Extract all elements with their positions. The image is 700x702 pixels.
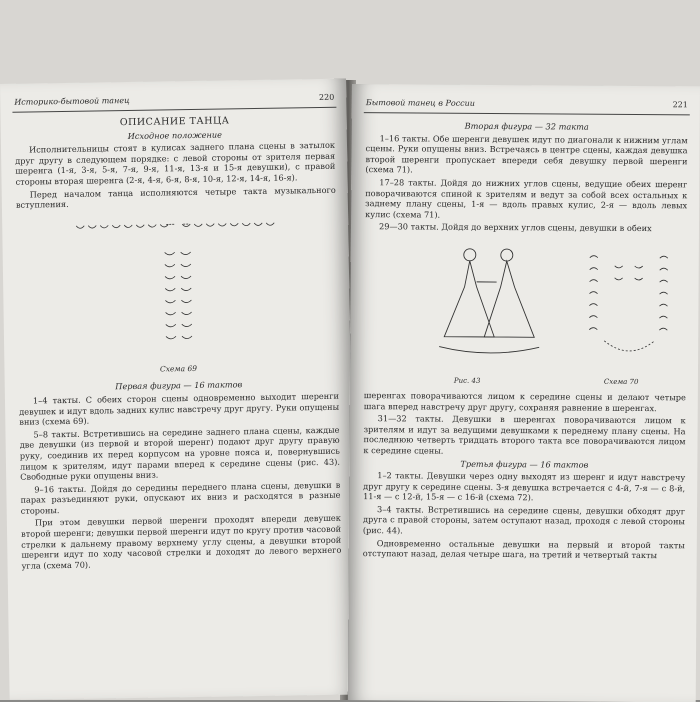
paragraph: 1–16 такты. Обе шеренги девушек идут по диагонали к нижним углам сцены. Руки опущены вниз. Встречаясь в центре сцены, каждая девушка второй шеренги пропускает впереди себя девушку первой шеренги (схема 71). (365, 132, 688, 175)
right-running-head (364, 98, 690, 115)
scheme-69-diagram (16, 209, 338, 364)
right-page (348, 84, 700, 702)
page-number: 220 (318, 92, 335, 102)
paragraph: 31—32 такты. Девушки в шеренгах поворачиваются лицом к зрителям и идут за ведущими девушками к переднему плану сцены. На последнюю четверть тридцать второго такта все поворачиваются лицом к середине сцены. (363, 413, 686, 456)
left-running-head (12, 93, 336, 113)
paragraph: 3–4 такты. Встретившись на середине сцены, девушки обходят друг друга с правой стороны, затем оступают назад, проходя с левой стороны (рис. 44). (362, 504, 686, 536)
paragraph: шеренгах поворачиваются лицом к середине сцены и делают четыре шага вперед навстречу друг другу, сохраняя равнение в шеренгах. (363, 390, 686, 413)
figure-title: Первая фигура — 16 тактов (115, 379, 243, 392)
running-title: Историко-бытовой танец (14, 95, 130, 107)
paragraph: 17–28 такты. Дойдя до нижних углов сцены, ведущие обеих шеренг поворачиваются спиной к зрителям и ведут за собой всех остальных к заднему плану сцены, 1-я — вдоль правых кулис, 2-я — вдоль левых кулис (схема 71). (365, 177, 688, 220)
scheme-caption: Схема 69 (159, 363, 198, 374)
section-heading: ОПИСАНИЕ ТАНЦА (119, 115, 230, 129)
scheme-70-diagram (584, 246, 675, 367)
paragraph: 29—30 такты. Дойдя до верхних углов сцены, девушки в обеих (378, 221, 652, 234)
paragraph: 1–2 такты. Девушки через одну выходят из шеренг и идут навстречу друг другу к середине сцены. 3-я девушка встречается с 4-й, 7-я — с 8-й, 11-я — с 12-й, 15-я — с 16-й (схема 72). (363, 470, 686, 503)
figure-caption: Рис. 43 (453, 377, 481, 386)
paragraph: При этом девушки первой шеренги проходят впереди девушек второй шеренги; девушки первой шеренги идут по кругу против часовой стрелки к дальнему правому верхнему углу сцены, а девушки второй шеренги идут по ходу часовой стрелки и доходят до левого верхнего угла (схема 70). (20, 513, 342, 571)
paragraph: 1–4 такты. С обеих сторон сцены одновременно выходит шеренги девушек и идут вдоль задних кулис навстречу друг другу. Руки опущены вниз (схема 69). (19, 390, 340, 427)
paragraph: Исполнительницы стоят в кулисах заднего плана сцены в затылок друг другу в следующем порядке: с левой стороны от зрителя первая шеренга (1-я, 3-я, 5-я, 7-я, 9-я, 11-я, 13-я и 15-я девушки), с правой стороны вторая шеренга (2-я, 4-я, 6-я, 8-я, 10-я, 12-я, 14-я, 16-я). (15, 139, 336, 187)
subheading: Исходное положение (127, 129, 223, 141)
dancers-illustration (434, 237, 545, 368)
illustration-area (364, 236, 687, 388)
paragraph: 5–8 такты. Встретившись на середине заднего плана сцены, каждые две девушки (из первой и второй шеренг) подают друг другу правую руку, соединив их перед корпусом на уровне пояса и, повернувшись лицом к зрителям, идут парами вперед к середине сцены (рис. 43). Свободные руки опущены вниз. (19, 424, 341, 482)
page-number: 221 (672, 100, 688, 110)
figure-title: Третья фигура — 16 тактов (460, 458, 589, 470)
scheme-caption: Схема 70 (603, 378, 639, 387)
running-title: Бытовой танец в России (365, 98, 476, 108)
left-page (0, 79, 356, 700)
paragraph: Одновременно остальные девушки на первый и второй такты отступают назад, делая четыре шага, на третий и четвертый такты (362, 537, 685, 561)
paragraph: Перед началом танца исполняются четыре такта музыкального вступления. (15, 184, 336, 210)
paragraph: 9–16 такты. Дойдя до середины переднего плана сцены, девушки в парах разъединяют руки, опускают их вниз и расходятся в разные стороны. (20, 479, 341, 516)
figure-title: Вторая фигура — 32 такта (464, 120, 589, 132)
